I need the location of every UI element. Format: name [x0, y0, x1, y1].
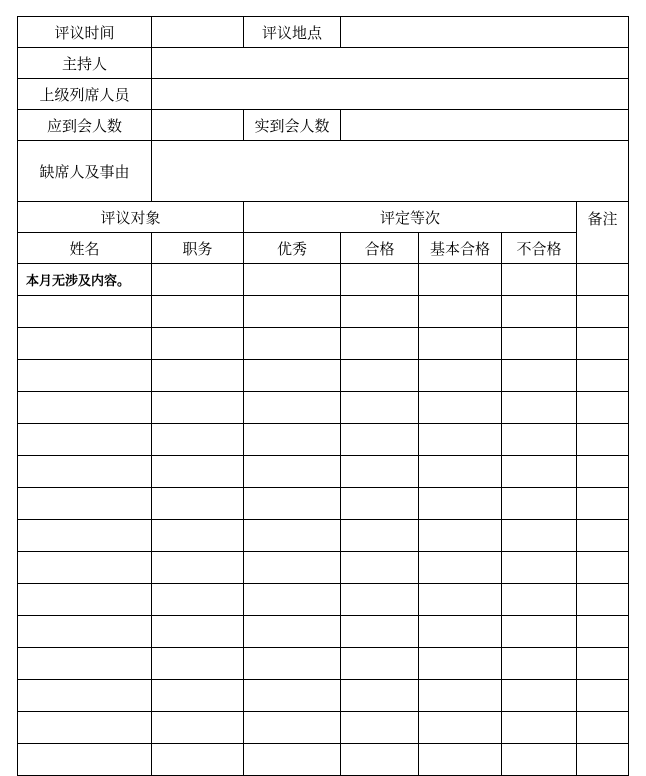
qualified-cell[interactable] — [341, 744, 419, 776]
remarks-cell[interactable] — [577, 456, 629, 488]
superior-attendees-label: 上级列席人员 — [18, 79, 152, 110]
position-cell[interactable] — [152, 552, 244, 584]
remarks-cell[interactable] — [577, 488, 629, 520]
name-cell[interactable] — [18, 392, 152, 424]
basic-qualified-cell[interactable] — [419, 360, 502, 392]
name-cell[interactable] — [18, 712, 152, 744]
remarks-cell[interactable] — [577, 296, 629, 328]
actual-count-label: 实到会人数 — [244, 110, 341, 141]
table-row — [18, 424, 629, 456]
excellent-cell[interactable] — [244, 296, 341, 328]
qualified-cell[interactable] — [341, 264, 419, 296]
name-cell[interactable] — [18, 520, 152, 552]
col-header-name: 姓名 — [18, 233, 152, 264]
qualified-cell[interactable] — [341, 488, 419, 520]
unqualified-cell[interactable] — [502, 296, 577, 328]
name-cell[interactable] — [18, 456, 152, 488]
remarks-cell[interactable] — [577, 648, 629, 680]
position-cell[interactable] — [152, 488, 244, 520]
qualified-cell[interactable] — [341, 552, 419, 584]
name-cell[interactable] — [18, 360, 152, 392]
unqualified-cell[interactable] — [502, 584, 577, 616]
col-header-unqualified: 不合格 — [502, 233, 577, 264]
remarks-header: 备注 — [577, 202, 629, 264]
table-row — [18, 520, 629, 552]
table-row — [18, 584, 629, 616]
excellent-cell[interactable] — [244, 584, 341, 616]
qualified-cell[interactable] — [341, 328, 419, 360]
basic-qualified-cell[interactable] — [419, 328, 502, 360]
table-row — [18, 712, 629, 744]
unqualified-cell[interactable] — [502, 456, 577, 488]
position-cell[interactable] — [152, 584, 244, 616]
remarks-cell[interactable] — [577, 520, 629, 552]
expected-count-field[interactable] — [152, 110, 244, 141]
qualified-cell[interactable] — [341, 680, 419, 712]
unqualified-cell[interactable] — [502, 744, 577, 776]
review-place-field[interactable] — [341, 17, 629, 48]
qualified-cell[interactable] — [341, 296, 419, 328]
position-cell[interactable] — [152, 648, 244, 680]
name-cell[interactable] — [18, 552, 152, 584]
position-cell[interactable] — [152, 360, 244, 392]
table-row — [18, 488, 629, 520]
name-cell[interactable] — [18, 616, 152, 648]
rating-group-header: 评定等次 — [244, 202, 577, 233]
qualified-cell[interactable] — [341, 392, 419, 424]
host-field[interactable] — [152, 48, 629, 79]
remarks-cell[interactable] — [577, 552, 629, 584]
unqualified-cell[interactable] — [502, 488, 577, 520]
excellent-cell[interactable] — [244, 264, 341, 296]
remarks-cell[interactable] — [577, 328, 629, 360]
superior-attendees-field[interactable] — [152, 79, 629, 110]
qualified-cell[interactable] — [341, 616, 419, 648]
excellent-cell[interactable] — [244, 712, 341, 744]
basic-qualified-cell[interactable] — [419, 744, 502, 776]
qualified-cell[interactable] — [341, 456, 419, 488]
remarks-cell[interactable] — [577, 392, 629, 424]
table-row — [18, 296, 629, 328]
qualified-cell[interactable] — [341, 360, 419, 392]
review-place-label: 评议地点 — [244, 17, 341, 48]
basic-qualified-cell[interactable] — [419, 584, 502, 616]
table-row — [18, 264, 629, 296]
basic-qualified-cell[interactable] — [419, 456, 502, 488]
review-form-table — [17, 16, 629, 776]
review-time-label: 评议时间 — [18, 17, 152, 48]
name-cell[interactable]: 本月无涉及内容。 — [18, 264, 152, 296]
excellent-cell[interactable] — [244, 424, 341, 456]
excellent-cell[interactable] — [244, 392, 341, 424]
basic-qualified-cell[interactable] — [419, 680, 502, 712]
excellent-cell[interactable] — [244, 552, 341, 584]
position-cell[interactable] — [152, 680, 244, 712]
basic-qualified-cell[interactable] — [419, 424, 502, 456]
excellent-cell[interactable] — [244, 648, 341, 680]
absentees-label: 缺席人及事由 — [18, 141, 152, 202]
actual-count-field[interactable] — [341, 110, 629, 141]
position-cell[interactable] — [152, 520, 244, 552]
name-cell[interactable] — [18, 328, 152, 360]
unqualified-cell[interactable] — [502, 616, 577, 648]
remarks-cell[interactable] — [577, 616, 629, 648]
table-row — [18, 616, 629, 648]
position-cell[interactable] — [152, 296, 244, 328]
unqualified-cell[interactable] — [502, 264, 577, 296]
col-header-position: 职务 — [152, 233, 244, 264]
host-label: 主持人 — [18, 48, 152, 79]
qualified-cell[interactable] — [341, 712, 419, 744]
expected-count-label: 应到会人数 — [18, 110, 152, 141]
unqualified-cell[interactable] — [502, 360, 577, 392]
unqualified-cell[interactable] — [502, 648, 577, 680]
remarks-cell[interactable] — [577, 424, 629, 456]
basic-qualified-cell[interactable] — [419, 712, 502, 744]
name-cell[interactable] — [18, 488, 152, 520]
name-cell[interactable] — [18, 424, 152, 456]
remarks-cell[interactable] — [577, 584, 629, 616]
basic-qualified-cell[interactable] — [419, 520, 502, 552]
basic-qualified-cell[interactable] — [419, 264, 502, 296]
position-cell[interactable] — [152, 456, 244, 488]
table-row — [18, 552, 629, 584]
position-cell[interactable] — [152, 712, 244, 744]
table-row — [18, 456, 629, 488]
name-cell[interactable] — [18, 648, 152, 680]
review-object-group-header: 评议对象 — [18, 202, 244, 233]
table-row — [18, 680, 629, 712]
excellent-cell[interactable] — [244, 520, 341, 552]
remarks-cell[interactable] — [577, 744, 629, 776]
col-header-basic-qualified: 基本合格 — [419, 233, 502, 264]
position-cell[interactable] — [152, 616, 244, 648]
table-row — [18, 360, 629, 392]
unqualified-cell[interactable] — [502, 392, 577, 424]
unqualified-cell[interactable] — [502, 424, 577, 456]
basic-qualified-cell[interactable] — [419, 648, 502, 680]
position-cell[interactable] — [152, 744, 244, 776]
col-header-excellent: 优秀 — [244, 233, 341, 264]
unqualified-cell[interactable] — [502, 328, 577, 360]
excellent-cell[interactable] — [244, 680, 341, 712]
basic-qualified-cell[interactable] — [419, 296, 502, 328]
basic-qualified-cell[interactable] — [419, 392, 502, 424]
remarks-cell[interactable] — [577, 680, 629, 712]
unqualified-cell[interactable] — [502, 712, 577, 744]
excellent-cell[interactable] — [244, 488, 341, 520]
name-cell[interactable] — [18, 296, 152, 328]
position-cell[interactable] — [152, 328, 244, 360]
basic-qualified-cell[interactable] — [419, 616, 502, 648]
unqualified-cell[interactable] — [502, 552, 577, 584]
table-row — [18, 392, 629, 424]
basic-qualified-cell[interactable] — [419, 552, 502, 584]
remarks-cell[interactable] — [577, 712, 629, 744]
excellent-cell[interactable] — [244, 328, 341, 360]
qualified-cell[interactable] — [341, 648, 419, 680]
unqualified-cell[interactable] — [502, 680, 577, 712]
review-time-field[interactable] — [152, 17, 244, 48]
name-cell[interactable] — [18, 744, 152, 776]
name-cell[interactable] — [18, 584, 152, 616]
name-cell[interactable] — [18, 680, 152, 712]
qualified-cell[interactable] — [341, 424, 419, 456]
position-cell[interactable] — [152, 424, 244, 456]
table-row — [18, 328, 629, 360]
excellent-cell[interactable] — [244, 616, 341, 648]
remarks-cell[interactable] — [577, 264, 629, 296]
unqualified-cell[interactable] — [502, 520, 577, 552]
excellent-cell[interactable] — [244, 744, 341, 776]
position-cell[interactable] — [152, 264, 244, 296]
remarks-cell[interactable] — [577, 360, 629, 392]
col-header-qualified: 合格 — [341, 233, 419, 264]
qualified-cell[interactable] — [341, 520, 419, 552]
table-row — [18, 648, 629, 680]
position-cell[interactable] — [152, 392, 244, 424]
qualified-cell[interactable] — [341, 584, 419, 616]
excellent-cell[interactable] — [244, 456, 341, 488]
absentees-field[interactable] — [152, 141, 629, 202]
excellent-cell[interactable] — [244, 360, 341, 392]
table-row — [18, 744, 629, 776]
basic-qualified-cell[interactable] — [419, 488, 502, 520]
